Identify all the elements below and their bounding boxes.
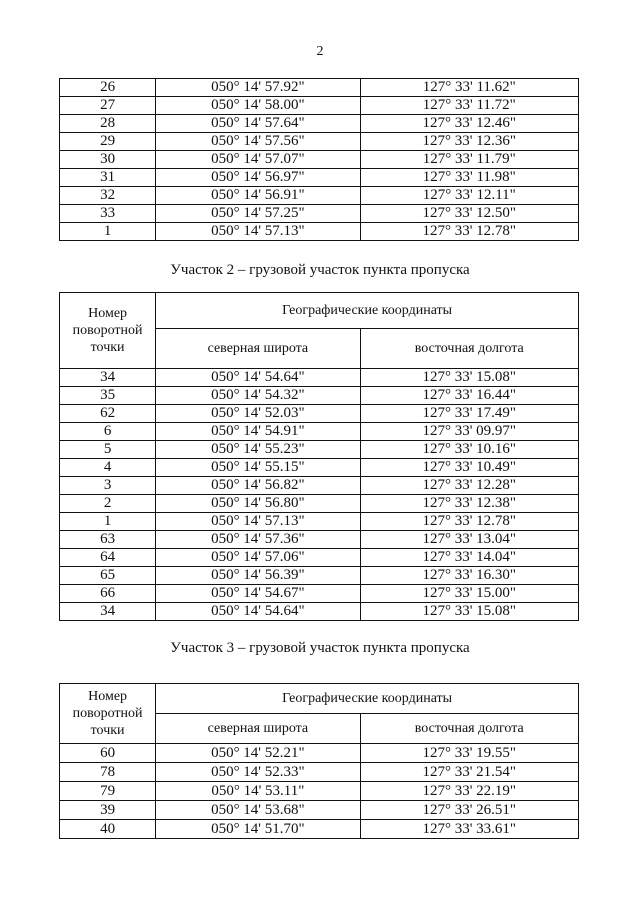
cell-latitude: 050° 14' 57.13" (156, 223, 360, 241)
cell-latitude: 050° 14' 55.15" (156, 459, 360, 477)
cell-latitude: 050° 14' 54.32" (156, 387, 360, 405)
table-row (60, 459, 579, 477)
table-row (60, 513, 579, 531)
cell-latitude: 050° 14' 56.97" (156, 169, 360, 187)
cell-point-number: 60 (60, 744, 156, 763)
cell-longitude: 127° 33' 15.08" (360, 369, 578, 387)
cell-latitude: 050° 14' 58.00" (156, 97, 360, 115)
cell-point-number: 3 (60, 477, 156, 495)
cell-latitude: 050° 14' 57.07" (156, 151, 360, 169)
cell-latitude: 050° 14' 54.67" (156, 585, 360, 603)
cell-point-number: 1 (60, 513, 156, 531)
cell-longitude: 127° 33' 12.11" (360, 187, 578, 205)
cell-longitude: 127° 33' 17.49" (360, 405, 578, 423)
cell-longitude: 127° 33' 33.61" (360, 820, 578, 839)
cell-point-number: 27 (60, 97, 156, 115)
table-row (60, 441, 579, 459)
table-row (60, 549, 579, 567)
cell-latitude: 050° 14' 56.80" (156, 495, 360, 513)
cell-point-number: 62 (60, 405, 156, 423)
cell-latitude: 050° 14' 54.64" (156, 369, 360, 387)
cell-point-number: 39 (60, 801, 156, 820)
table-row (60, 369, 579, 387)
cell-point-number: 26 (60, 79, 156, 97)
header-latitude: северная широта (156, 329, 360, 369)
cell-point-number: 66 (60, 585, 156, 603)
table-row (60, 223, 579, 241)
cell-point-number: 33 (60, 205, 156, 223)
table-row (60, 169, 579, 187)
table-row (60, 133, 579, 151)
table-row (60, 801, 579, 820)
table-row (60, 79, 579, 97)
header-longitude: восточная долгота (360, 329, 578, 369)
cell-longitude: 127° 33' 11.98" (360, 169, 578, 187)
cell-longitude: 127° 33' 15.00" (360, 585, 578, 603)
table-row (60, 763, 579, 782)
cell-latitude: 050° 14' 57.64" (156, 115, 360, 133)
cell-longitude: 127° 33' 12.38" (360, 495, 578, 513)
cell-point-number: 28 (60, 115, 156, 133)
cell-longitude: 127° 33' 10.16" (360, 441, 578, 459)
table-row (60, 820, 579, 839)
cell-point-number: 29 (60, 133, 156, 151)
header-latitude: северная широта (156, 714, 360, 744)
cell-point-number: 63 (60, 531, 156, 549)
table-row (60, 585, 579, 603)
cell-latitude: 050° 14' 57.25" (156, 205, 360, 223)
table-row (60, 187, 579, 205)
page-number: 2 (316, 44, 324, 59)
cell-longitude: 127° 33' 12.46" (360, 115, 578, 133)
cell-longitude: 127° 33' 11.62" (360, 79, 578, 97)
cell-point-number: 35 (60, 387, 156, 405)
cell-longitude: 127° 33' 12.28" (360, 477, 578, 495)
table-body (60, 369, 579, 621)
cell-latitude: 050° 14' 54.64" (156, 603, 360, 621)
cell-latitude: 050° 14' 55.23" (156, 441, 360, 459)
cell-latitude: 050° 14' 53.11" (156, 782, 360, 801)
table-row (60, 387, 579, 405)
cell-latitude: 050° 14' 56.39" (156, 567, 360, 585)
table-row (60, 97, 579, 115)
table-row (60, 744, 579, 763)
cell-point-number: 78 (60, 763, 156, 782)
cell-point-number: 34 (60, 603, 156, 621)
table-row (60, 405, 579, 423)
cell-point-number: 40 (60, 820, 156, 839)
table-row (60, 205, 579, 223)
cell-latitude: 050° 14' 57.36" (156, 531, 360, 549)
cell-longitude: 127° 33' 16.30" (360, 567, 578, 585)
cell-longitude: 127° 33' 12.78" (360, 223, 578, 241)
table-body (60, 744, 579, 839)
table-row (60, 495, 579, 513)
header-point-number: Номер поворотной точки (60, 684, 156, 744)
cell-point-number: 79 (60, 782, 156, 801)
table-row (60, 603, 579, 621)
cell-longitude: 127° 33' 10.49" (360, 459, 578, 477)
cell-latitude: 050° 14' 56.82" (156, 477, 360, 495)
cell-point-number: 2 (60, 495, 156, 513)
cell-longitude: 127° 33' 11.72" (360, 97, 578, 115)
cell-point-number: 1 (60, 223, 156, 241)
cell-latitude: 050° 14' 52.33" (156, 763, 360, 782)
cell-longitude: 127° 33' 09.97" (360, 423, 578, 441)
cell-latitude: 050° 14' 53.68" (156, 801, 360, 820)
cell-point-number: 6 (60, 423, 156, 441)
cell-point-number: 32 (60, 187, 156, 205)
coordinates-table-section-3 (59, 683, 579, 839)
header-longitude: восточная долгота (360, 714, 578, 744)
cell-point-number: 5 (60, 441, 156, 459)
table-row (60, 782, 579, 801)
header-geo-coordinates: Географические координаты (156, 684, 579, 714)
cell-latitude: 050° 14' 52.21" (156, 744, 360, 763)
section-3-title: Участок 3 – грузовой участок пункта пропуска (170, 640, 470, 656)
cell-latitude: 050° 14' 57.06" (156, 549, 360, 567)
cell-point-number: 4 (60, 459, 156, 477)
header-point-number: Номер поворотной точки (60, 293, 156, 369)
cell-latitude: 050° 14' 57.56" (156, 133, 360, 151)
cell-point-number: 65 (60, 567, 156, 585)
cell-longitude: 127° 33' 12.78" (360, 513, 578, 531)
cell-longitude: 127° 33' 14.04" (360, 549, 578, 567)
cell-point-number: 31 (60, 169, 156, 187)
cell-longitude: 127° 33' 12.36" (360, 133, 578, 151)
section-2-title: Участок 2 – грузовой участок пункта пропуска (170, 262, 470, 278)
cell-longitude: 127° 33' 13.04" (360, 531, 578, 549)
cell-longitude: 127° 33' 15.08" (360, 603, 578, 621)
table-row (60, 477, 579, 495)
table-body (60, 79, 579, 241)
cell-longitude: 127° 33' 12.50" (360, 205, 578, 223)
cell-latitude: 050° 14' 56.91" (156, 187, 360, 205)
cell-latitude: 050° 14' 54.91" (156, 423, 360, 441)
cell-longitude: 127° 33' 19.55" (360, 744, 578, 763)
table-row (60, 531, 579, 549)
table-row (60, 151, 579, 169)
cell-point-number: 34 (60, 369, 156, 387)
cell-latitude: 050° 14' 57.13" (156, 513, 360, 531)
cell-latitude: 050° 14' 51.70" (156, 820, 360, 839)
cell-longitude: 127° 33' 16.44" (360, 387, 578, 405)
coordinates-table-continued (59, 78, 579, 241)
table-row (60, 423, 579, 441)
cell-point-number: 30 (60, 151, 156, 169)
header-geo-coordinates: Географические координаты (156, 293, 579, 329)
cell-latitude: 050° 14' 52.03" (156, 405, 360, 423)
table-row (60, 115, 579, 133)
cell-longitude: 127° 33' 21.54" (360, 763, 578, 782)
cell-point-number: 64 (60, 549, 156, 567)
table-row (60, 567, 579, 585)
cell-longitude: 127° 33' 11.79" (360, 151, 578, 169)
cell-longitude: 127° 33' 22.19" (360, 782, 578, 801)
cell-latitude: 050° 14' 57.92" (156, 79, 360, 97)
coordinates-table-section-2 (59, 292, 579, 621)
cell-longitude: 127° 33' 26.51" (360, 801, 578, 820)
